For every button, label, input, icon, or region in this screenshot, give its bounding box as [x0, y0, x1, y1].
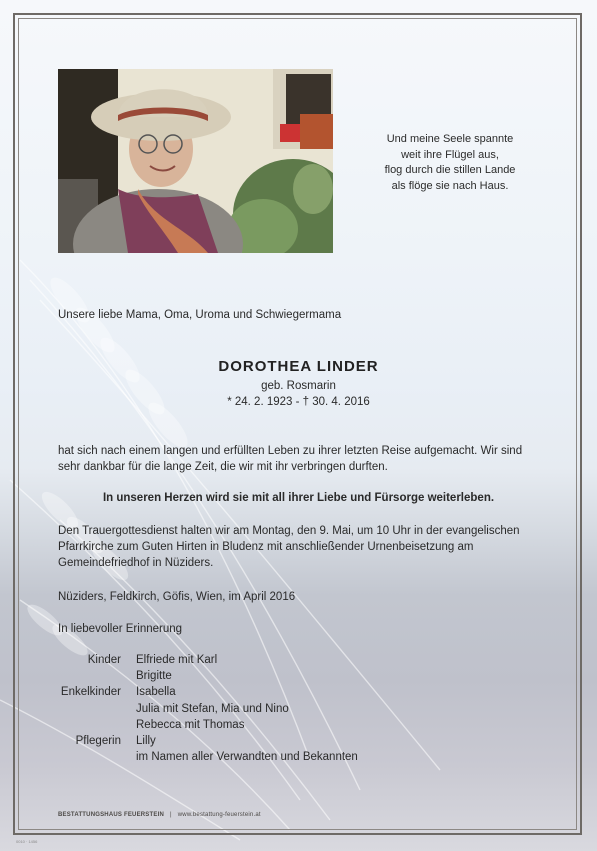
closing-text: In liebevoller Erinnerung [58, 623, 183, 635]
footer [58, 812, 261, 818]
funeral-home-name: BESTATTUNGSHAUS FEUERSTEIN [58, 812, 164, 818]
intro-text: Unsere liebe Mama, Oma, Uroma und Schwiegermama [58, 309, 342, 321]
poem-line: Und meine Seele spannte [386, 133, 514, 145]
family-label-enkelkinder: Enkelkinder [60, 686, 121, 698]
birth-name: geb. Rosmarin [261, 380, 336, 392]
family-name: Isabella [136, 686, 176, 698]
message-paragraph: hat sich nach einem langen und erfüllten Leben zu ihrer letzten Reise aufgemacht. Wir sind sehr dankbar für die lange Zeit, die wir mit ihr verbringen durften. [58, 445, 523, 473]
poem-line: weit ihre Flügel aus, [401, 148, 499, 161]
family-name: Brigitte [136, 670, 172, 682]
funeral-home-website: www.bestattung-feuerstein.at [177, 812, 261, 818]
deceased-name: DOROTHEA LINDER [218, 358, 379, 375]
place-date: Nüziders, Feldkirch, Göfis, Wien, im April 2016 [58, 591, 296, 603]
poem [355, 132, 545, 194]
portrait-photo [58, 69, 333, 253]
family-name: Rebecca mit Thomas [136, 719, 245, 731]
family-name: Lilly [136, 735, 156, 747]
family-name: Elfriede mit Karl [136, 654, 218, 666]
life-dates: * 24. 2. 1923 - † 30. 4. 2016 [227, 396, 370, 408]
poem-line: als flöge sie nach Haus. [391, 179, 509, 192]
remembrance-line: In unseren Herzen wird sie mit all ihrer Liebe und Fürsorge weiterleben. [102, 492, 495, 504]
poem-line: flog durch die stillen Lande [384, 164, 516, 176]
family-label-pflegerin: Pflegerin [75, 735, 121, 747]
footer-separator: | [169, 812, 172, 818]
family-name: im Namen aller Verwandten und Bekannten [136, 751, 358, 763]
family-name: Julia mit Stefan, Mia und Nino [136, 703, 289, 715]
service-paragraph: Den Trauergottesdienst halten wir am Montag, den 9. Mai, um 10 Uhr in der evangelischen Pfarrkirche zum Guten Hirten in Bludenz mit anschließender Urnenbeisetzung am Gemeindefriedhof in Nüziders. [58, 525, 520, 569]
document-code: 0010 · 1456 [16, 839, 38, 844]
family-label-kinder: Kinder [87, 654, 121, 666]
